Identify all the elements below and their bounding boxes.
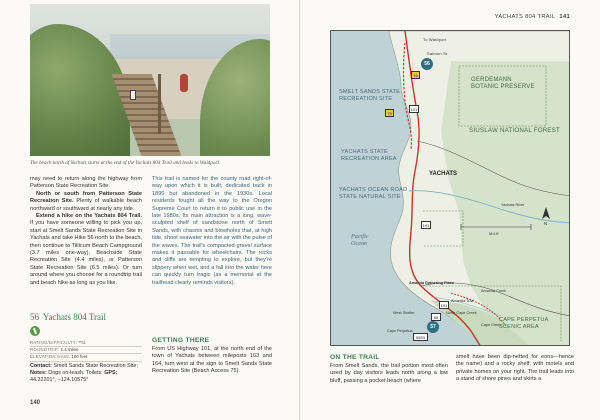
hike-title: 56 Yachats 804 Trail bbox=[30, 312, 107, 322]
map-label-pacific-ocean: Pacific Ocean bbox=[351, 233, 369, 247]
us-101-shield: 101 bbox=[410, 107, 418, 112]
spec-row: ELEVATION GAIN: 100 feet bbox=[30, 354, 142, 361]
hike-specs bbox=[30, 340, 142, 362]
map-label-salmon-st: Salmon St bbox=[427, 51, 448, 56]
map-label-yachats: YACHATS bbox=[429, 171, 458, 177]
map-label-yachats-ocean-road: YACHATS OCEAN ROAD STATE NATURAL SITE bbox=[339, 187, 408, 200]
us-101-shield: 101 bbox=[422, 223, 430, 228]
forest-road-5553-sign: 5553 bbox=[413, 333, 428, 341]
map-label-amanda-creek: Amanda Creek bbox=[481, 289, 507, 293]
on-the-trail-heading: ON THE TRAIL bbox=[330, 354, 380, 361]
forest-road-55-sign: 55 bbox=[431, 313, 441, 321]
map-label-north-cape-creek: North Cape Creek bbox=[446, 311, 477, 315]
map-label-smelt-sands: SMELT SANDS STATE RECREATION SITE bbox=[339, 89, 401, 102]
trail-intro-text: This trail is named for the county road right-of-way upon which it is built, dedicated back in 1890 but abandoned in the 1930s. Local residents fought all the way to the Oregon Supreme Court to return it to public use in the late 1980s. Its main attraction is a long, wave-sculpted shelf of sandstone north of Smelt Sands, with chasms and blowholes that, at high tide, shoot seawater into the air with the pulse of the waves. The trail's compacted gravel surface makes it passable for wheelchairs. The rocks and cliffs are tempting to explore, but they're slippery when wet, and a fall into the water here can quickly turn tragic (as a memorial at the trailhead clearly reminds visitors). bbox=[152, 176, 272, 286]
paragraph: North or south from Patterson State Recreation Site. Plenty of walkable beach northward or southward at nearly any tide. bbox=[30, 190, 143, 212]
beach-access-76-sign: 76 bbox=[411, 71, 420, 79]
paragraph: may need to return along the highway from Patterson State Recreation Site. bbox=[30, 176, 142, 190]
map-label-amanda: Amanda Gathering Place bbox=[409, 281, 454, 285]
trail-map bbox=[330, 30, 570, 346]
beach-access-75-sign: 75 bbox=[385, 109, 394, 117]
map-label-yachats-sra: YACHATS STATE RECREATION AREA bbox=[341, 149, 397, 162]
map-label-gerdemann: GERDEMANN BOTANIC PRESERVE bbox=[471, 77, 535, 90]
hike-contact-notes: Contact: Smelt Sands State Recreation Site; Notes: Dogs on-leash. Toilets; GPS: 44.32201°, −124.10575° bbox=[30, 363, 138, 384]
us-101-shield: 101 bbox=[440, 303, 448, 308]
on-the-trail-text: From Smelt Sands, the trail portion most often used by day visitors leads north along a low bluff, passing a pocket beach (where bbox=[330, 363, 448, 384]
spec-row: ROUNDTRIP: 1.4 miles bbox=[30, 347, 142, 354]
map-label-cape-creek: Cape Creek bbox=[481, 323, 502, 327]
hike-56-marker: 56 bbox=[421, 58, 433, 70]
hike-57-marker: 57 bbox=[427, 321, 439, 333]
beach-photo bbox=[30, 4, 270, 156]
map-label-cape-perpetua-scenic: CAPE PERPETUA SCENIC AREA bbox=[499, 317, 549, 330]
page-number: 140 bbox=[30, 400, 41, 406]
map-label-to-waldport: To Waldport bbox=[423, 37, 447, 42]
running-head: YACHATS 804 TRAIL 141 bbox=[494, 14, 570, 20]
map-label-scale-mile: MILE bbox=[489, 231, 500, 236]
getting-there-text: From US Highway 101, at the north end of the town of Yachats between mileposts 163 and 164, turn west at the sign to Smelt Sands State Recreation Site (Beach Access 75). bbox=[152, 346, 272, 375]
on-the-trail-text-continued: smelt have been dip-netted for eons—hence the name) and a rocky shelf, with motels and private homes on your right. The trail leads into a stand of shore pines and skirts a bbox=[456, 354, 574, 383]
getting-there-heading: GETTING THERE bbox=[152, 337, 210, 344]
spec-row: RATING/DIFFICULTY: **/1 bbox=[30, 340, 142, 347]
map-label-yachats-river: Yachats River bbox=[501, 203, 525, 207]
map-label-west-shelter: West Shelter bbox=[393, 311, 415, 315]
paragraph: Extend a hike on the Yachats 804 Trail. If you have someone willing to pick you up, start at Smelt Sands State Recreation Site in Yachats and take Hike 56 north to the beach, then continue to Tillicum Beach Campground (3.7 miles one-way), Beachside State Recreation Site (4.4 miles), or Patterson State Recreation Site (6.5 miles). Or turn around where you choose for a roundtrip trail and beach hike as long as you like. bbox=[30, 213, 142, 286]
right-page bbox=[300, 0, 600, 420]
map-label-north: N bbox=[544, 221, 548, 226]
hiker-icon bbox=[30, 326, 40, 336]
left-column-text bbox=[30, 176, 142, 287]
photo-caption: The beach north of Yachats starts at the end of the Yachats 804 Trail and leads to Waldport. bbox=[30, 160, 221, 166]
map-label-cape-perpetua: Cape Perpetua bbox=[387, 329, 413, 333]
map-label-siuslaw: SIUSLAW NATIONAL FOREST bbox=[469, 127, 561, 134]
map-label-amanda-trail: Amanda Trail bbox=[451, 299, 474, 303]
